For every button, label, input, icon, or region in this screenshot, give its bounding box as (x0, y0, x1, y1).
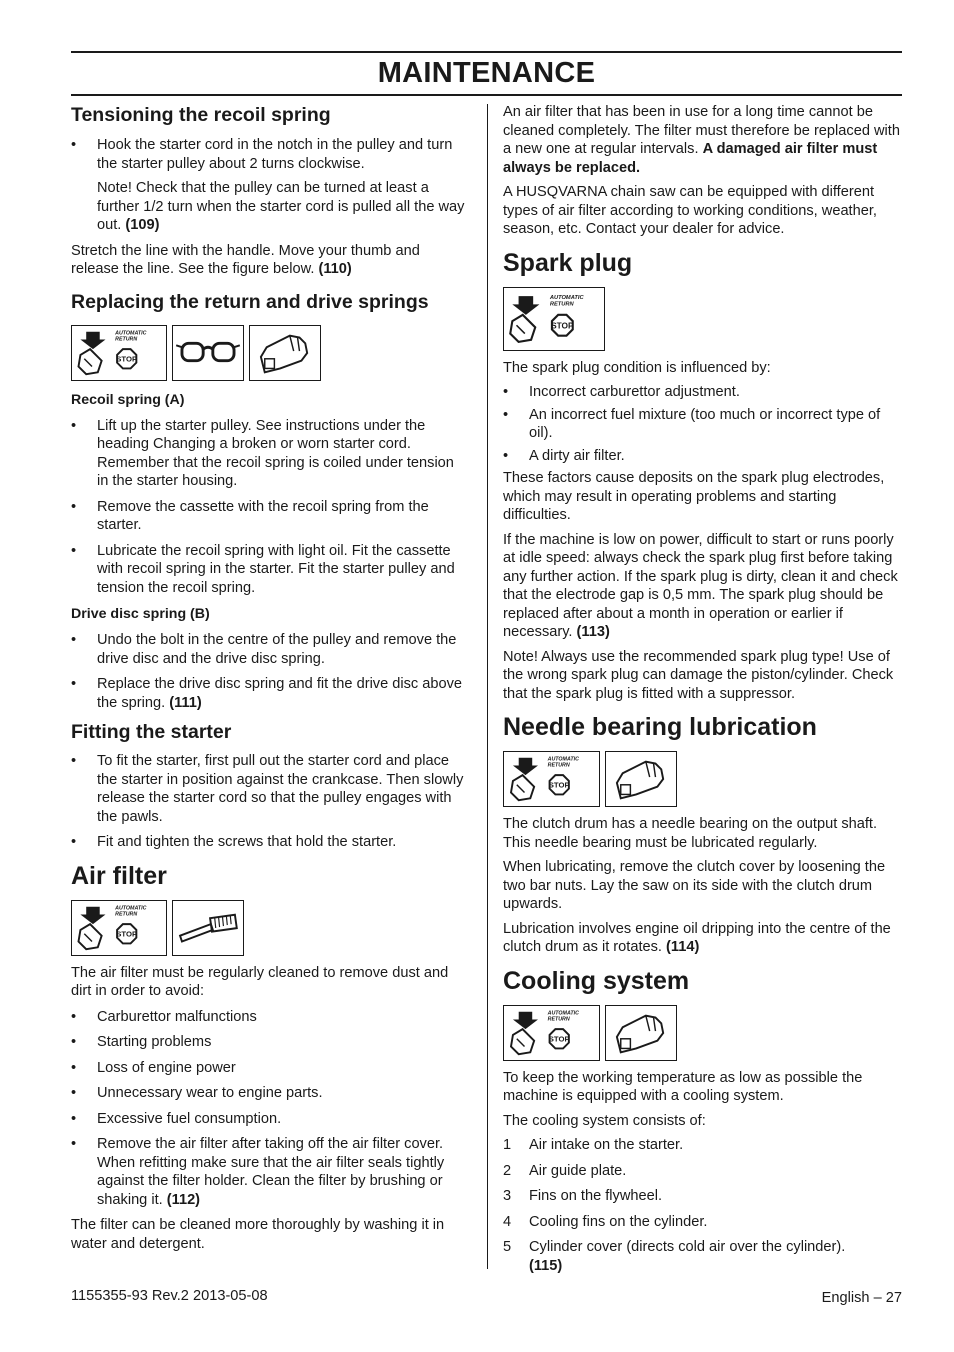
air-filter-replace-paragraph: An air filter that has been in use for a long time cannot be cleaned completely. The filter must therefore be replaced with a new one at regular intervals. A damaged air filter must always be replaced. (503, 104, 900, 176)
left-column (71, 101, 469, 1259)
section-heading-tensioning: Tensioning the recoil spring (71, 104, 331, 126)
footer-page-number: English – 27 (821, 1290, 902, 1306)
header-top-rule (71, 51, 902, 53)
recoil-spring-heading: Recoil spring (A) (71, 391, 185, 408)
section-heading-cooling-system: Cooling system (503, 966, 690, 995)
automatic-return-stop-icon (503, 751, 600, 807)
spark-plug-note-paragraph: Note! Always use the recommended spark plug type! Use of the wrong spark plug can damage the piston/cylinder. Check that the spark plug is fitted with a suppressor. (503, 648, 894, 702)
spark-plug-check-paragraph: If the machine is low on power, difficult to start or runs poorly at idle speed: always check the spark plug first before taking any further action. If the spark plug is dirty, clean it and check that the electrode gap is 0,5 mm. The spark plug should be replaced after about a month in operation or earlier if necessary. (113) (503, 531, 898, 640)
header-bottom-rule (71, 94, 902, 96)
list-item: • An incorrect fuel mixture (too much or incorrect type of oil). (503, 406, 881, 441)
needle-bearing-paragraph-2: When lubricating, remove the clutch cover by loosening the two bar nuts. Lay the saw on its side with the clutch drum upwards. (503, 859, 886, 912)
tension-note: Note! Check that the pulley can be turned at least a further 1/2 turn when the starter cord is pulled all the way out. (109) (97, 180, 465, 233)
list-item: • Undo the bolt in the centre of the pulley and remove the drive disc and the drive disc spring. (71, 632, 457, 667)
needle-bearing-paragraph-1: The clutch drum has a needle bearing on the output shaft. This needle bearing must be lubricated regularly. (503, 816, 878, 851)
air-filter-icon-row (71, 900, 469, 956)
drive-list (71, 631, 469, 712)
automatic-return-stop-icon (71, 325, 167, 381)
cleaning-brush-icon (172, 900, 244, 956)
section-heading-fitting: Fitting the starter (71, 721, 232, 743)
automatic-return-stop-icon (503, 287, 605, 351)
section-heading-air-filter: Air filter (71, 861, 167, 890)
cooling-paragraph-2: The cooling system consists of: (503, 1112, 706, 1129)
list-item: 5 Cylinder cover (directs cold air over the cylinder). (115) (503, 1239, 846, 1274)
list-item: • Remove the cassette with the recoil spring from the starter. (71, 498, 429, 533)
air-filter-list (71, 1008, 469, 1210)
list-item: • Carburettor malfunctions (71, 1008, 257, 1025)
needle-bearing-icon-row (503, 751, 902, 807)
list-item: • Hook the starter cord in the notch in the pulley and turn the starter pulley about 2 turns clockwise. (71, 137, 453, 172)
cooling-list (503, 1136, 902, 1275)
safety-glasses-icon (172, 325, 244, 381)
list-item: 2 Air guide plate. (503, 1162, 627, 1179)
cooling-paragraph-1: To keep the working temperature as low as possible the machine is equipped with a cooling system. (503, 1069, 863, 1104)
page-title: MAINTENANCE (377, 57, 596, 89)
air-filter-wash-paragraph: The filter can be cleaned more thoroughly by washing it in water and detergent. (71, 1217, 445, 1252)
list-item: 3 Fins on the flywheel. (503, 1188, 663, 1204)
husqvarna-filter-paragraph: A HUSQVARNA chain saw can be equipped with different types of air filter according to working conditions, weather, season, etc. Contact your dealer for advice. (503, 184, 877, 237)
list-item: • Replace the drive disc spring and fit the drive disc above the spring. (111) (71, 676, 463, 711)
protective-glove-icon (249, 325, 321, 381)
list-item: • Excessive fuel consumption. (71, 1110, 282, 1127)
replacing-icon-row (71, 325, 469, 381)
list-item: • A dirty air filter. (503, 447, 625, 464)
protective-glove-icon (605, 751, 677, 807)
cooling-icon-row (503, 1005, 902, 1061)
fitting-list (71, 752, 469, 852)
protective-glove-icon (605, 1005, 677, 1061)
automatic-return-stop-icon (503, 1005, 600, 1061)
needle-bearing-paragraph-3: Lubrication involves engine oil dripping into the centre of the clutch drum as it rotates. (114) (503, 920, 891, 955)
list-item: • Fit and tighten the screws that hold the starter. (71, 834, 397, 850)
section-heading-needle-bearing: Needle bearing lubrication (503, 713, 817, 741)
automatic-return-stop-icon (71, 900, 167, 956)
list-item: • Unnecessary wear to engine parts. (71, 1085, 323, 1101)
drive-disc-heading: Drive disc spring (B) (71, 606, 210, 622)
spark-plug-intro: The spark plug condition is influenced by: (503, 359, 771, 376)
column-divider (487, 104, 488, 1269)
list-item: 4 Cooling fins on the cylinder. (503, 1213, 708, 1230)
section-heading-spark-plug: Spark plug (503, 248, 633, 277)
spark-plug-deposits-paragraph: These factors cause deposits on the spark plug electrodes, which may result in operating problems and starting difficulties. (503, 470, 885, 523)
list-item: • Lubricate the recoil spring with light oil. Fit the cassette with recoil spring in the starter. Fit the starter pulley and tension the recoil spring. (71, 542, 455, 596)
footer-document-id: 1155355-93 Rev.2 2013-05-08 (71, 1288, 268, 1304)
section-heading-replacing: Replacing the return and drive springs (71, 290, 429, 313)
tension-paragraph: Stretch the line with the handle. Move your thumb and release the line. See the figure below. (110) (71, 242, 420, 277)
list-item: • Loss of engine power (71, 1059, 236, 1076)
recoil-list (71, 417, 469, 598)
spark-plug-list (503, 383, 902, 465)
list-item: • Remove the air filter after taking off the air filter cover. When refitting make sure that the air filter seals tightly against the filter holder. Clean the filter by brushing or shaking it. (112) (71, 1136, 445, 1208)
right-column (503, 101, 902, 1282)
air-filter-intro: The air filter must be regularly cleaned to remove dust and dirt in order to avoid: (71, 964, 449, 999)
list-item: • Incorrect carburettor adjustment. (503, 384, 740, 400)
spark-plug-icon-row (503, 287, 902, 351)
list-item: 1 Air intake on the starter. (503, 1137, 684, 1153)
list-item: • Starting problems (71, 1034, 212, 1050)
list-item: • To fit the starter, first pull out the starter cord and place the starter in position against the crankcase. Then slowly release the starter cord so that the pulley engages with the pawls. (71, 753, 464, 825)
list-item: • Lift up the starter pulley. See instructions under the heading Changing a broken or worn starter cord. Remember that the recoil spring is coiled under tension in the starter housing. (71, 417, 454, 489)
tension-list (71, 136, 469, 173)
